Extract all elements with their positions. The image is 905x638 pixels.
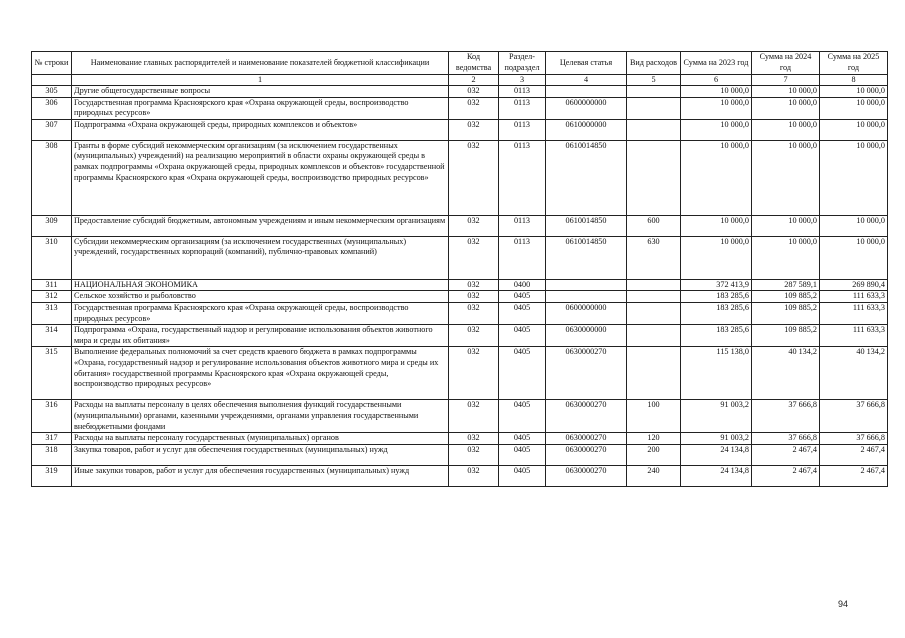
sum-2024-cell: 2 467,4 — [752, 444, 820, 465]
header-name: Наименование главных распорядителей и наименование показателей бюджетной классификации — [72, 52, 449, 75]
sum-2024-cell: 40 134,2 — [752, 347, 820, 400]
department-code-cell: 032 — [449, 325, 499, 347]
name-cell: Иные закупки товаров, работ и услуг для обеспечения государственных (муниципальных) нужд — [72, 465, 449, 486]
target-item-cell: 0600000000 — [546, 97, 627, 119]
table-row — [32, 140, 888, 215]
section-cell: 0113 — [499, 215, 546, 236]
sum-2024-cell: 10 000,0 — [752, 236, 820, 279]
table-row — [32, 325, 888, 347]
sum-2025-cell: 10 000,0 — [820, 236, 888, 279]
expense-type-cell — [627, 302, 681, 324]
section-cell: 0400 — [499, 279, 546, 291]
name-cell: Сельское хозяйство и рыболовство — [72, 291, 449, 303]
page-number: 94 — [838, 599, 849, 609]
table-row — [32, 400, 888, 433]
expense-type-cell — [627, 347, 681, 400]
column-number-cell: 8 — [820, 75, 888, 86]
sum-2024-cell: 109 885,2 — [752, 291, 820, 303]
section-cell: 0405 — [499, 291, 546, 303]
expense-type-cell — [627, 86, 681, 98]
sum-2025-cell: 10 000,0 — [820, 97, 888, 119]
row-number-cell: 319 — [32, 465, 72, 486]
section-cell: 0405 — [499, 433, 546, 445]
header-department-code: Код ведомства — [449, 52, 499, 75]
expense-type-cell — [627, 97, 681, 119]
expense-type-cell — [627, 279, 681, 291]
name-cell: Закупка товаров, работ и услуг для обеспечения государственных (муниципальных) нужд — [72, 444, 449, 465]
department-code-cell: 032 — [449, 291, 499, 303]
row-number-cell: 305 — [32, 86, 72, 98]
expense-type-cell: 240 — [627, 465, 681, 486]
name-cell: Подпрограмма «Охрана окружающей среды, природных комплексов и объектов» — [72, 119, 449, 140]
budget-table-container — [31, 51, 887, 487]
section-cell: 0405 — [499, 465, 546, 486]
sum-2025-cell: 111 633,3 — [820, 302, 888, 324]
sum-2025-cell: 37 666,8 — [820, 400, 888, 433]
row-number-cell: 318 — [32, 444, 72, 465]
sum-2024-cell: 109 885,2 — [752, 325, 820, 347]
name-cell: Подпрограмма «Охрана, государственный надзор и регулирование использования объектов животного мира и среды их обитания» — [72, 325, 449, 347]
sum-2025-cell: 111 633,3 — [820, 291, 888, 303]
column-number-cell: 5 — [627, 75, 681, 86]
department-code-cell: 032 — [449, 86, 499, 98]
expense-type-cell: 200 — [627, 444, 681, 465]
sum-2024-cell: 37 666,8 — [752, 400, 820, 433]
row-number-cell: 315 — [32, 347, 72, 400]
sum-2024-cell: 2 467,4 — [752, 465, 820, 486]
row-number-cell: 306 — [32, 97, 72, 119]
sum-2025-cell: 10 000,0 — [820, 119, 888, 140]
column-number-cell: 7 — [752, 75, 820, 86]
column-number-cell — [32, 75, 72, 86]
row-number-cell: 316 — [32, 400, 72, 433]
sum-2024-cell: 10 000,0 — [752, 140, 820, 215]
column-number-cell: 4 — [546, 75, 627, 86]
row-number-cell: 317 — [32, 433, 72, 445]
expense-type-cell — [627, 119, 681, 140]
sum-2023-cell: 10 000,0 — [681, 236, 752, 279]
sum-2023-cell: 372 413,9 — [681, 279, 752, 291]
table-row — [32, 444, 888, 465]
sum-2023-cell: 183 285,6 — [681, 325, 752, 347]
row-number-cell: 313 — [32, 302, 72, 324]
sum-2025-cell: 10 000,0 — [820, 86, 888, 98]
sum-2025-cell: 10 000,0 — [820, 215, 888, 236]
name-cell: Государственная программа Красноярского края «Охрана окружающей среды, воспроизводство природных ресурсов» — [72, 97, 449, 119]
header-sum-2025: Сумма на 2025 год — [820, 52, 888, 75]
department-code-cell: 032 — [449, 400, 499, 433]
header-row-number: № строки — [32, 52, 72, 75]
header-sum-2023: Сумма на 2023 год — [681, 52, 752, 75]
table-row — [32, 279, 888, 291]
target-item-cell — [546, 279, 627, 291]
expense-type-cell: 630 — [627, 236, 681, 279]
department-code-cell: 032 — [449, 279, 499, 291]
sum-2025-cell: 37 666,8 — [820, 433, 888, 445]
target-item-cell — [546, 291, 627, 303]
department-code-cell: 032 — [449, 433, 499, 445]
sum-2023-cell: 10 000,0 — [681, 119, 752, 140]
target-item-cell: 0630000270 — [546, 465, 627, 486]
target-item-cell: 0610014850 — [546, 215, 627, 236]
target-item-cell: 0610014850 — [546, 140, 627, 215]
expense-type-cell — [627, 325, 681, 347]
sum-2023-cell: 24 134,8 — [681, 444, 752, 465]
table-row — [32, 119, 888, 140]
row-number-cell: 311 — [32, 279, 72, 291]
row-number-cell: 310 — [32, 236, 72, 279]
name-cell: Государственная программа Красноярского края «Охрана окружающей среды, воспроизводство природных ресурсов» — [72, 302, 449, 324]
sum-2024-cell: 10 000,0 — [752, 86, 820, 98]
row-number-cell: 308 — [32, 140, 72, 215]
sum-2023-cell: 10 000,0 — [681, 215, 752, 236]
target-item-cell: 0610014850 — [546, 236, 627, 279]
name-cell: НАЦИОНАЛЬНАЯ ЭКОНОМИКА — [72, 279, 449, 291]
sum-2023-cell: 91 003,2 — [681, 433, 752, 445]
table-header — [32, 52, 888, 86]
name-cell: Предоставление субсидий бюджетным, автономным учреждениям и иным некоммерческим организациям — [72, 215, 449, 236]
expense-type-cell — [627, 140, 681, 215]
department-code-cell: 032 — [449, 236, 499, 279]
department-code-cell: 032 — [449, 302, 499, 324]
header-expense-type: Вид расходов — [627, 52, 681, 75]
target-item-cell — [546, 86, 627, 98]
row-number-cell: 309 — [32, 215, 72, 236]
target-item-cell: 0600000000 — [546, 302, 627, 324]
department-code-cell: 032 — [449, 119, 499, 140]
name-cell: Выполнение федеральных полномочий за счет средств краевого бюджета в рамках подпрограммы «Охрана, государственный надзор и регулирование использования объектов животного мира и среды их обитания» государственной программы Красноярского края «Охрана окружающей среды, воспроизводство природных ресурсов» — [72, 347, 449, 400]
sum-2024-cell: 10 000,0 — [752, 119, 820, 140]
sum-2023-cell: 10 000,0 — [681, 86, 752, 98]
section-cell: 0405 — [499, 302, 546, 324]
sum-2023-cell: 10 000,0 — [681, 140, 752, 215]
table-body — [32, 86, 888, 487]
expense-type-cell: 600 — [627, 215, 681, 236]
section-cell: 0113 — [499, 97, 546, 119]
column-number-cell: 2 — [449, 75, 499, 86]
target-item-cell: 0610000000 — [546, 119, 627, 140]
table-row — [32, 97, 888, 119]
budget-table — [31, 51, 888, 487]
sum-2024-cell: 10 000,0 — [752, 97, 820, 119]
table-row — [32, 302, 888, 324]
sum-2024-cell: 109 885,2 — [752, 302, 820, 324]
target-item-cell: 0630000270 — [546, 400, 627, 433]
header-sum-2024: Сумма на 2024 год — [752, 52, 820, 75]
sum-2025-cell: 40 134,2 — [820, 347, 888, 400]
table-row — [32, 347, 888, 400]
sum-2023-cell: 24 134,8 — [681, 465, 752, 486]
expense-type-cell: 120 — [627, 433, 681, 445]
sum-2023-cell: 183 285,6 — [681, 302, 752, 324]
target-item-cell: 0630000000 — [546, 325, 627, 347]
sum-2025-cell: 10 000,0 — [820, 140, 888, 215]
section-cell: 0113 — [499, 119, 546, 140]
header-section: Раздел-подраздел — [499, 52, 546, 75]
table-row — [32, 236, 888, 279]
department-code-cell: 032 — [449, 444, 499, 465]
column-number-cell: 6 — [681, 75, 752, 86]
expense-type-cell: 100 — [627, 400, 681, 433]
column-number-cell: 3 — [499, 75, 546, 86]
name-cell: Субсидии некоммерческим организациям (за исключением государственных (муниципальных) учреждений, государственных корпораций (компаний), публично-правовых компаний) — [72, 236, 449, 279]
row-number-cell: 314 — [32, 325, 72, 347]
sum-2023-cell: 183 285,6 — [681, 291, 752, 303]
row-number-cell: 312 — [32, 291, 72, 303]
section-cell: 0113 — [499, 236, 546, 279]
department-code-cell: 032 — [449, 465, 499, 486]
sum-2024-cell: 37 666,8 — [752, 433, 820, 445]
department-code-cell: 032 — [449, 215, 499, 236]
sum-2025-cell: 111 633,3 — [820, 325, 888, 347]
table-row — [32, 215, 888, 236]
sum-2023-cell: 115 138,0 — [681, 347, 752, 400]
name-cell: Расходы на выплаты персоналу в целях обеспечения выполнения функций государственными (муниципальными) органами, казенными учреждениями, органами управления государственными внебюджетными фондами — [72, 400, 449, 433]
section-cell: 0113 — [499, 86, 546, 98]
target-item-cell: 0630000270 — [546, 433, 627, 445]
department-code-cell: 032 — [449, 347, 499, 400]
sum-2025-cell: 269 890,4 — [820, 279, 888, 291]
table-row — [32, 86, 888, 98]
expense-type-cell — [627, 291, 681, 303]
section-cell: 0405 — [499, 444, 546, 465]
department-code-cell: 032 — [449, 97, 499, 119]
header-target-item: Целевая статья — [546, 52, 627, 75]
sum-2023-cell: 91 003,2 — [681, 400, 752, 433]
section-cell: 0113 — [499, 140, 546, 215]
table-row — [32, 465, 888, 486]
section-cell: 0405 — [499, 400, 546, 433]
sum-2024-cell: 287 589,1 — [752, 279, 820, 291]
name-cell: Расходы на выплаты персоналу государственных (муниципальных) органов — [72, 433, 449, 445]
section-cell: 0405 — [499, 325, 546, 347]
table-row — [32, 291, 888, 303]
section-cell: 0405 — [499, 347, 546, 400]
name-cell: Гранты в форме субсидий некоммерческим организациям (за исключением государственных (муниципальных) учреждений) на реализацию мероприятий в области охраны окружающей среды в рамках подпрограммы «Охрана окружающей среды, природных комплексов и объектов» государственной программы Красноярского края «Охрана окружающей среды, воспроизводство природных ресурсов» — [72, 140, 449, 215]
table-row — [32, 433, 888, 445]
name-cell: Другие общегосударственные вопросы — [72, 86, 449, 98]
sum-2025-cell: 2 467,4 — [820, 444, 888, 465]
column-number-cell: 1 — [72, 75, 449, 86]
sum-2024-cell: 10 000,0 — [752, 215, 820, 236]
department-code-cell: 032 — [449, 140, 499, 215]
target-item-cell: 0630000270 — [546, 444, 627, 465]
target-item-cell: 0630000270 — [546, 347, 627, 400]
sum-2025-cell: 2 467,4 — [820, 465, 888, 486]
sum-2023-cell: 10 000,0 — [681, 97, 752, 119]
row-number-cell: 307 — [32, 119, 72, 140]
